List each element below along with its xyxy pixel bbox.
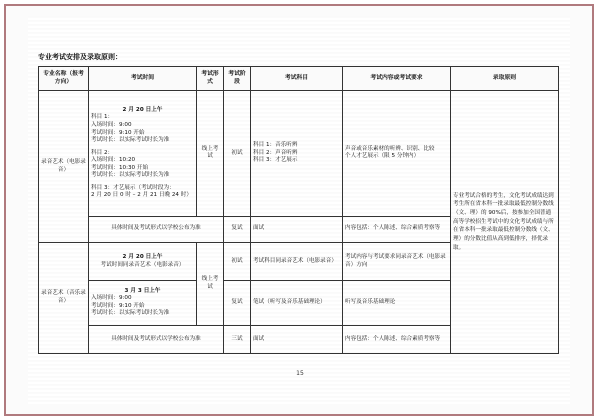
- header-exam-content: 考试内容或考试要求: [343, 67, 451, 91]
- film-time-line: 科目 1：: [91, 114, 114, 121]
- header-row: [39, 67, 559, 91]
- page-number: 15: [296, 370, 304, 377]
- film-time-line: 2 月 20 日 0 时 – 2 月 21 日晚 24 时）: [91, 192, 192, 199]
- film-stage-retest: 复试: [224, 216, 251, 242]
- film-content-cell: [343, 91, 451, 216]
- music-exam-form: 线上考试: [197, 242, 224, 325]
- film-stage-preliminary: 初试: [224, 91, 251, 216]
- admission-principle: 专业考试合格的考生，文化考试成绩达到考生所在省本科一批录取最低控制分数线（文、理）的 90%后，按参加全国普通高等学校招生考试中的文化考试成绩与所在省本科一批录取最低控制分数线（文、理）的分数比值从高到低排序，择优录取。: [451, 91, 559, 354]
- film-time-line: 考试时间：10:30 开始: [91, 164, 149, 171]
- film-subject: 科目 2：声音听辨: [253, 149, 298, 156]
- header-admission: 录取原则: [451, 67, 559, 91]
- major-film-recording: 录音艺术（电影录音）: [39, 91, 89, 243]
- music-exam-date-2: 3 月 3 日上午: [124, 287, 161, 294]
- music-stage-preliminary: 初试: [224, 242, 251, 280]
- music-time-line: 考试时间：9:10 开始: [91, 302, 145, 309]
- music-block2-cell: [89, 281, 197, 325]
- film-time-line: 考试时长：以实际考试时长为准: [91, 137, 170, 144]
- film-retest-content: 内容包括：个人陈述、综合素质考察等: [343, 216, 451, 242]
- music-subject-2: 笔试（听写及音乐基础理论）: [251, 281, 343, 325]
- film-time-line: 科目 3：才艺展示（考试时段为：: [91, 184, 175, 191]
- film-time-line: 科目 2：: [91, 149, 114, 156]
- film-retest-note: 具体时间及考试形式以学校公布为准: [89, 216, 224, 242]
- film-subject: 科目 1：音乐听辨: [253, 142, 298, 149]
- header-exam-subject: 考试科目: [251, 67, 343, 91]
- film-content: 个人才艺展示（限 5 分钟内）: [345, 153, 420, 160]
- music-block1-cell: [89, 242, 197, 280]
- music-exam-date-1: 2 月 20 日上午: [122, 253, 163, 260]
- music-time-line: 入场时间：9:00: [91, 295, 132, 302]
- film-content: 声音或音乐素材的听辨、识别、比较: [345, 145, 435, 152]
- section-title: 专业考试安排及录取原则：: [38, 53, 122, 61]
- film-time-line: 考试时间：9:10 开始: [91, 129, 145, 136]
- film-subjects-cell: [251, 91, 343, 216]
- music-time-line: 考试时长：以实际考试时长为准: [91, 310, 170, 317]
- music-stage-retest: 复试: [224, 281, 251, 325]
- film-subject: 科目 3：才艺展示: [253, 157, 298, 164]
- film-exam-form: 线上考试: [197, 91, 224, 216]
- table-row: [39, 91, 559, 216]
- music-content-1: 考试内容与考试要求同录音艺术（电影录音）方向: [343, 242, 451, 280]
- exam-schedule-table: [38, 66, 559, 354]
- major-music-recording: 录音艺术（音乐录音）: [39, 242, 89, 353]
- music-exam-time-note: 考试时间同录音艺术（电影录音）: [100, 261, 185, 268]
- film-time-line: 入场时间：9:00: [91, 121, 132, 128]
- film-retest-subject: 面试: [251, 216, 343, 242]
- music-subject-1: 考试科目同录音艺术（电影录音）: [251, 242, 343, 280]
- header-major: 专业名称（报考方向）: [39, 67, 89, 91]
- music-stage-third: 三试: [224, 325, 251, 353]
- music-content-2: 听写及音乐基础理论: [343, 281, 451, 325]
- music-third-note: 具体时间及考试形式以学校公布为准: [89, 325, 224, 353]
- header-exam-form: 考试形式: [197, 67, 224, 91]
- music-subject-3: 面试: [251, 325, 343, 353]
- music-content-3: 内容包括：个人陈述、综合素质考察等: [343, 325, 451, 353]
- film-exam-date: 2 月 20 日上午: [122, 106, 163, 113]
- film-exam-time-cell: [89, 91, 197, 216]
- header-exam-time: 考试时间: [89, 67, 197, 91]
- film-time-line: 入场时间：10:20: [91, 157, 136, 164]
- header-exam-stage: 考试阶段: [224, 67, 251, 91]
- film-time-line: 考试时长：以实际考试时长为准: [91, 172, 170, 179]
